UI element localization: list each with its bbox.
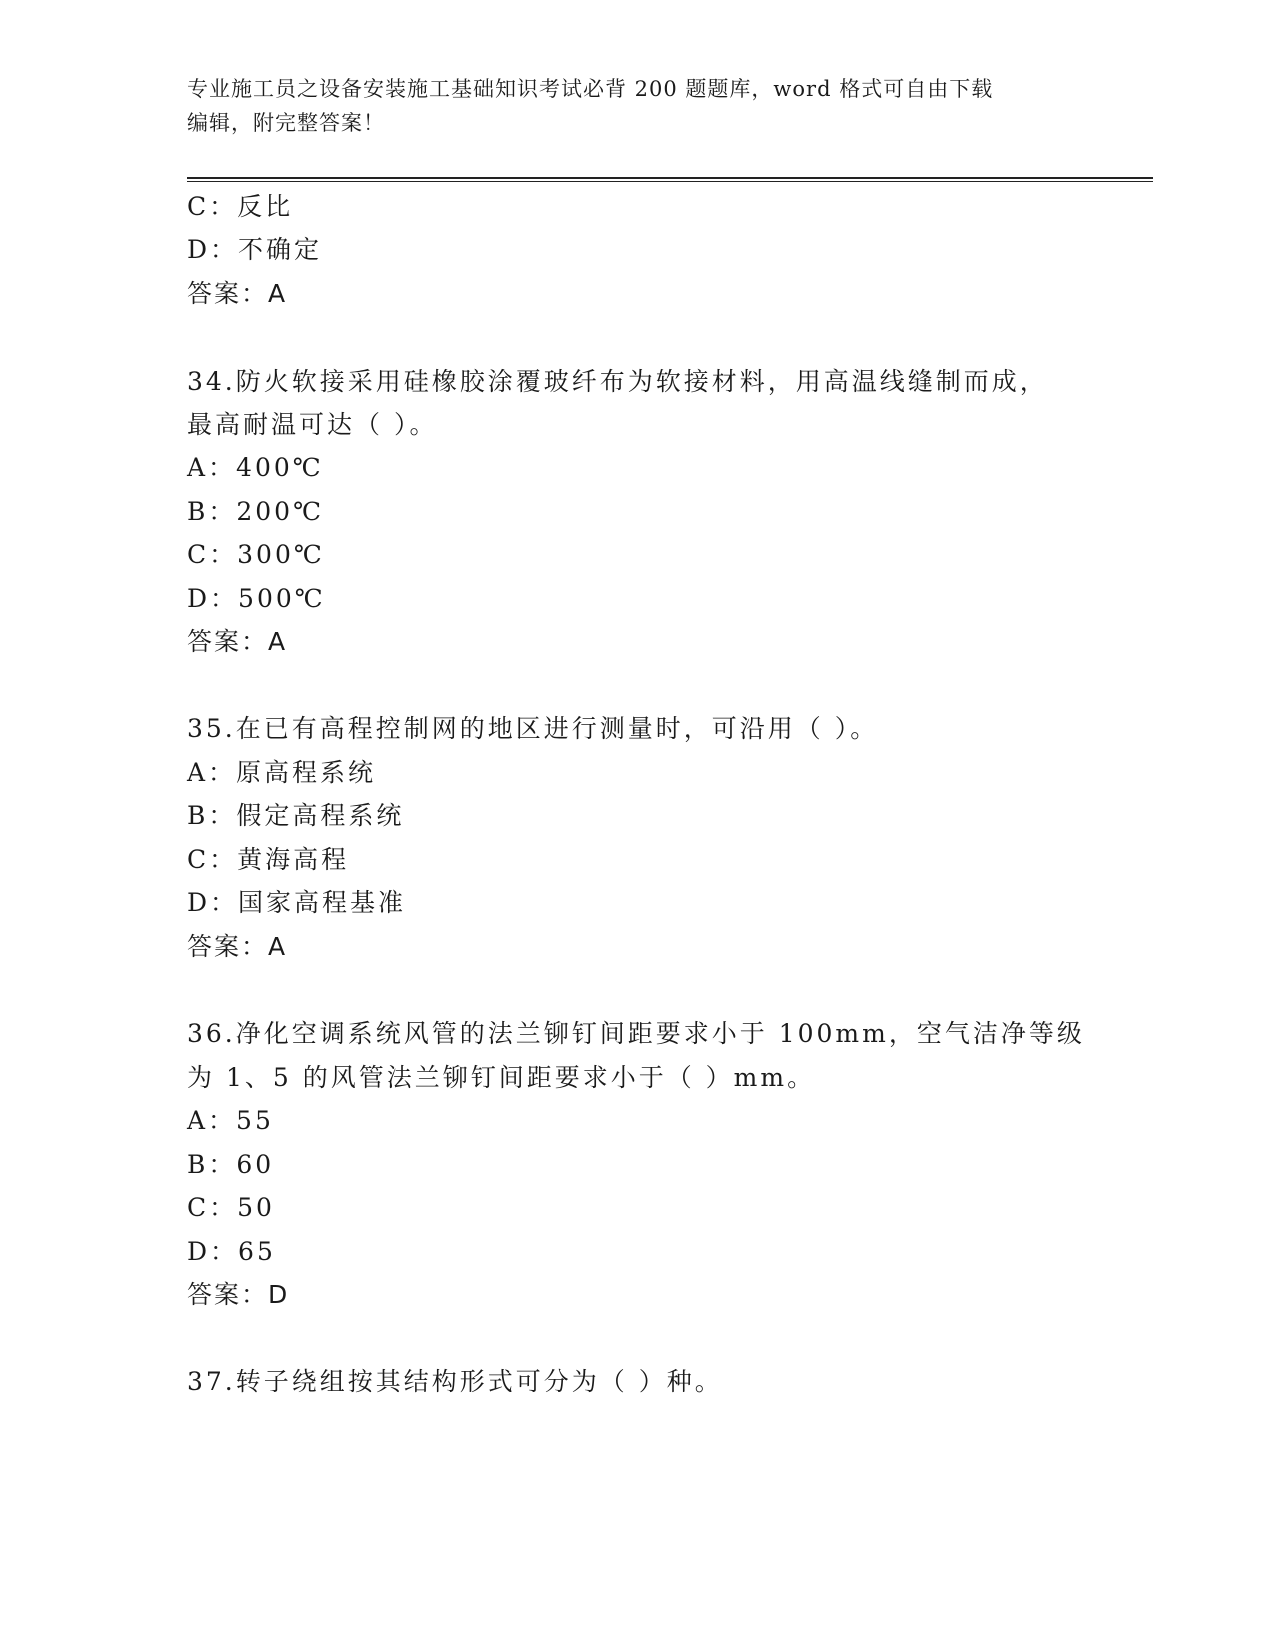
question-36-text-line-2: 为 1、5 的风管法兰铆钉间距要求小于（ ）mm。 — [187, 1063, 816, 1092]
question-35-answer: 答案：A — [187, 932, 288, 961]
question-35-option-a: A：原高程系统 — [187, 758, 377, 787]
header-title-line-1: 专业施工员之设备安装施工基础知识考试必背 200 题题库，word 格式可自由下载 — [187, 77, 994, 101]
question-34-option-a: A：400℃ — [187, 453, 324, 482]
question-35-option-c: C：黄海高程 — [187, 845, 350, 874]
question-36-answer: 答案：D — [187, 1280, 290, 1309]
question-36-option-c: C：50 — [187, 1193, 275, 1222]
question-36-option-d: D：65 — [187, 1237, 276, 1266]
option-d: D：不确定 — [187, 235, 323, 264]
question-34-text-line-2: 最高耐温可达（ ）。 — [187, 410, 438, 439]
question-34-text-line-1: 34.防火软接采用硅橡胶涂覆玻纤布为软接材料，用高温线缝制而成， — [187, 367, 1048, 396]
question-35-option-d: D：国家高程基准 — [187, 888, 407, 917]
question-34-option-c: C：300℃ — [187, 540, 325, 569]
question-36-option-a: A：55 — [187, 1106, 274, 1135]
question-34-answer: 答案：A — [187, 627, 288, 656]
question-35-text: 35.在已有高程控制网的地区进行测量时，可沿用（ ）。 — [187, 714, 879, 743]
question-36-text-line-1: 36.净化空调系统风管的法兰铆钉间距要求小于 100mm，空气洁净等级 — [187, 1019, 1085, 1048]
question-36-option-b: B：60 — [187, 1150, 275, 1179]
answer-line: 答案：A — [187, 279, 288, 308]
header-title-line-2: 编辑，附完整答案！ — [187, 111, 385, 135]
question-35-option-b: B：假定高程系统 — [187, 801, 405, 830]
question-34-option-d: D：500℃ — [187, 584, 326, 613]
question-37-text: 37.转子绕组按其结构形式可分为（ ）种。 — [187, 1367, 723, 1396]
question-34-option-b: B：200℃ — [187, 497, 325, 526]
option-c: C：反比 — [187, 192, 294, 221]
header-divider — [187, 177, 1153, 182]
page-header — [187, 72, 1087, 140]
